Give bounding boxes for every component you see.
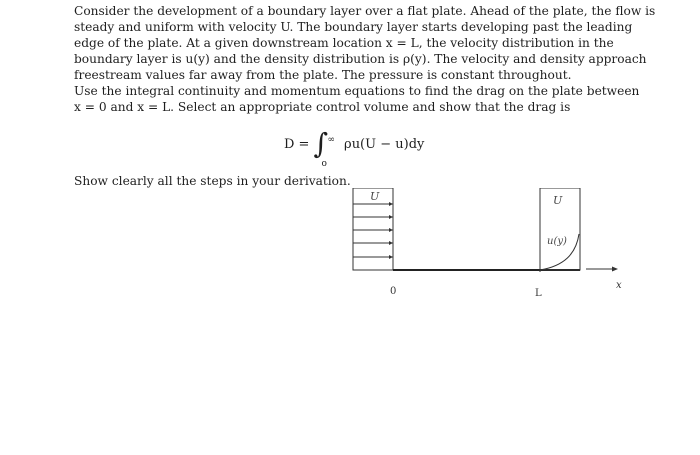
- drag-equation: [284, 127, 425, 169]
- problem-line: edge of the plate. At a given downstream location x = L, the velocity distribution in the: [74, 36, 614, 50]
- problem-line: Use the integral continuity and momentum equations to find the drag on the plate between: [74, 84, 640, 98]
- equation-integrand: ρu(U − u)dy: [344, 136, 425, 152]
- x-axis-label: x: [616, 280, 622, 291]
- integral-sign: ∫ ∞ o: [313, 130, 328, 158]
- equation-lhs: D =: [284, 136, 310, 152]
- problem-statement: [74, 3, 656, 115]
- x-axis-arrow: [586, 267, 618, 272]
- problem-line: freestream values far away from the plate. The pressure is constant throughout.: [74, 68, 572, 82]
- instruction-text: Show clearly all the steps in your derivation.: [74, 174, 351, 188]
- boundary-layer-diagram: [340, 188, 640, 303]
- problem-line: Consider the development of a boundary layer over a flat plate. Ahead of the plate, the flow is: [74, 4, 656, 18]
- profile-label: u(y): [547, 236, 567, 247]
- origin-label: 0: [390, 286, 397, 297]
- integral-upper-limit: ∞: [327, 135, 335, 145]
- problem-line: boundary layer is u(y) and the density distribution is ρ(y). The velocity and density approach: [74, 52, 647, 66]
- outlet-velocity-label: U: [553, 194, 563, 207]
- problem-line: x = 0 and x = L. Select an appropriate control volume and show that the drag is: [74, 100, 571, 114]
- plate-end-label: L: [535, 288, 542, 299]
- integral-lower-limit: o: [321, 159, 327, 169]
- problem-line: steady and uniform with velocity U. The boundary layer starts developing past the leading: [74, 20, 633, 34]
- inlet-velocity-label: U: [370, 190, 380, 203]
